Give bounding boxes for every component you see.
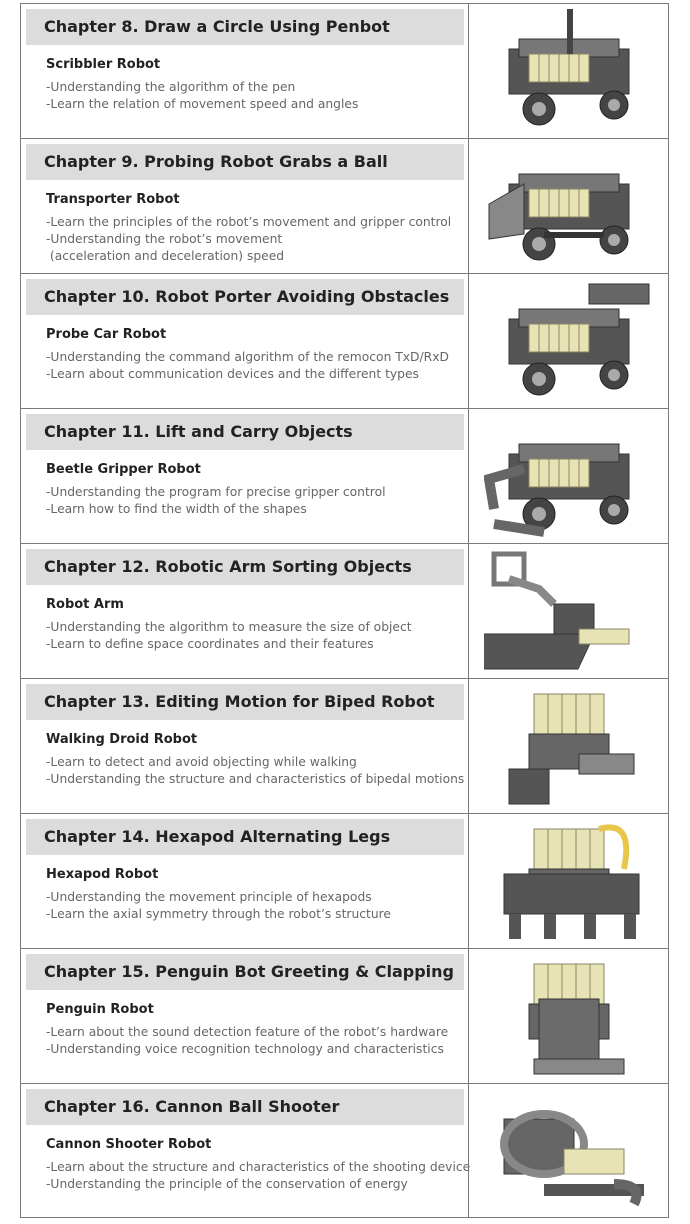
chapter-row [20,543,669,678]
chapter-row [20,948,669,1083]
probe-car-robot-illustration [484,279,654,403]
robot-name: Beetle Gripper Robot [46,462,201,477]
chapter-title: Chapter 8. Draw a Circle Using Penbot [26,9,464,45]
robot-name: Scribbler Robot [46,57,161,72]
chapter-title: Chapter 12. Robotic Arm Sorting Objects [26,549,464,585]
chapter-title: Chapter 16. Cannon Ball Shooter [26,1089,464,1125]
chapter-title: Chapter 10. Robot Porter Avoiding Obstacles [26,279,464,315]
chapter-info [21,679,469,813]
chapter-objectives [46,484,386,518]
robot-name: Cannon Shooter Robot [46,1137,212,1152]
objective-line: -Learn how to find the width of the shapes [46,501,307,516]
objective-line: -Learn the principles of the robot’s movement and gripper control [46,215,452,229]
chapter-row [20,3,669,138]
objective-line: -Understanding the command algorithm of the remocon TxD/RxD [46,350,449,364]
transporter-robot-illustration [484,144,654,268]
chapter-row [20,813,669,948]
objective-line: -Understanding the robot’s movement [46,231,283,246]
robot-name: Probe Car Robot [46,327,167,342]
cannon-shooter-robot-illustration [484,1089,654,1213]
chapter-objectives [46,79,358,113]
objective-line: -Learn the axial symmetry through the robot’s structure [46,906,391,921]
chapter-objectives [46,1159,470,1193]
chapter-objectives [46,349,449,383]
scribbler-robot-illustration [484,9,654,133]
robot-image-cell [469,4,668,138]
chapter-info [21,544,469,678]
objective-line: -Learn to detect and avoid objecting while walking [46,755,357,769]
objective-line: -Learn the relation of movement speed and angles [46,96,359,111]
chapter-objectives [46,1024,448,1058]
objective-line: -Learn about the structure and characteristics of the shooting device [46,1160,471,1174]
beetle-gripper-robot-illustration [484,414,654,538]
hexapod-robot-illustration [484,819,654,943]
robot-arm-illustration [484,549,654,673]
robot-name: Penguin Robot [46,1002,154,1017]
chapter-row [20,408,669,543]
objective-line: -Learn to define space coordinates and their features [46,636,374,651]
chapter-title: Chapter 13. Editing Motion for Biped Robot [26,684,464,720]
chapter-info [21,409,469,543]
objective-line: -Understanding the program for precise gripper control [46,485,386,499]
robot-image-cell [469,679,668,813]
chapter-info [21,274,469,408]
chapter-title: Chapter 11. Lift and Carry Objects [26,414,464,450]
chapter-row [20,678,669,813]
walking-droid-robot-illustration [484,684,654,808]
objective-line: -Understanding the movement principle of hexapods [46,890,372,904]
chapter-title: Chapter 14. Hexapod Alternating Legs [26,819,464,855]
chapter-title: Chapter 9. Probing Robot Grabs a Ball [26,144,464,180]
robot-image-cell [469,274,668,408]
objective-line: -Learn about communication devices and the different types [46,366,419,381]
objective-line: (acceleration and deceleration) speed [46,248,285,263]
objective-line: -Understanding voice recognition technology and characteristics [46,1041,444,1056]
chapter-info [21,949,469,1083]
chapter-objectives [46,214,451,264]
objective-line: -Learn about the sound detection feature of the robot’s hardware [46,1025,449,1039]
robot-image-cell [469,544,668,678]
objective-line: -Understanding the algorithm to measure the size of object [46,620,412,634]
penguin-robot-illustration [484,954,654,1078]
chapter-objectives [46,889,391,923]
objective-line: -Understanding the algorithm of the pen [46,80,296,94]
robot-image-cell [469,949,668,1083]
robot-name: Transporter Robot [46,192,180,207]
objective-line: -Understanding the principle of the conservation of energy [46,1176,408,1191]
chapter-objectives [46,754,464,788]
chapter-row [20,1083,669,1218]
chapter-table [20,3,669,1218]
chapter-info [21,139,469,273]
robot-image-cell [469,814,668,948]
chapter-title: Chapter 15. Penguin Bot Greeting & Clapping [26,954,464,990]
robot-name: Walking Droid Robot [46,732,198,747]
chapter-objectives [46,619,412,653]
robot-image-cell [469,1084,668,1217]
robot-image-cell [469,139,668,273]
objective-line: -Understanding the structure and characteristics of bipedal motions [46,771,465,786]
chapter-row [20,138,669,273]
chapter-info [21,4,469,138]
chapter-info [21,1084,469,1217]
robot-name: Robot Arm [46,597,124,612]
chapter-info [21,814,469,948]
chapter-row [20,273,669,408]
robot-name: Hexapod Robot [46,867,159,882]
robot-image-cell [469,409,668,543]
